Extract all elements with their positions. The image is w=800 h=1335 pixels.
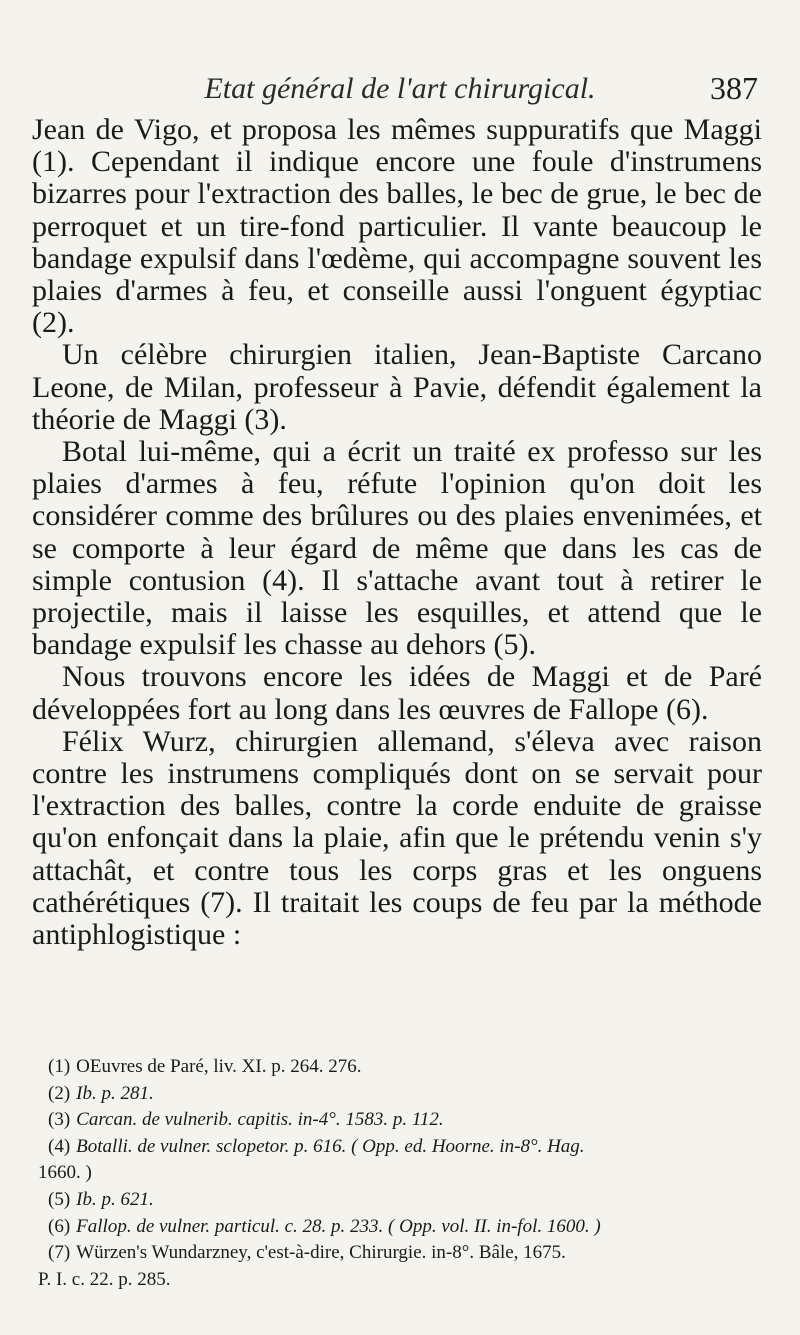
footnote xyxy=(32,1107,767,1134)
running-title: Etat général de l'art chirurgical. xyxy=(204,72,596,105)
footnote xyxy=(32,1240,767,1267)
footnote-text: Botalli. de vulner. sclopetor. p. 616. ( Opp. ed. Hoorne. in-8°. Hag. xyxy=(76,1135,585,1157)
footnote-continuation xyxy=(32,1267,767,1294)
footnote-continuation xyxy=(32,1160,767,1187)
footnote-number: (4) xyxy=(48,1135,71,1157)
paragraph: Nous trouvons encore les idées de Maggi et de Paré développées fort au long dans les œuvres de Fallope (6). xyxy=(32,660,762,726)
footnote-number: (3) xyxy=(48,1109,71,1131)
footnote-text: 1660. ) xyxy=(38,1162,92,1184)
footnote-text: Ib. p. 621. xyxy=(76,1188,154,1210)
footnote-text: P. I. c. 22. p. 285. xyxy=(38,1268,171,1290)
footnote xyxy=(32,1214,767,1241)
footnote xyxy=(32,1187,767,1214)
footnote-text: Würzen's Wundarzney, c'est-à-dire, Chirurgie. in-8°. Bâle, 1675. xyxy=(76,1242,566,1264)
footnote-number: (2) xyxy=(48,1082,71,1104)
footnote xyxy=(32,1081,767,1108)
paragraph: Botal lui-même, qui a écrit un traité ex professo sur les plaies d'armes à feu, réfute l'opinion qu'on doit les considérer comme des brûlures ou des plaies envenimées, et se comporte à leur égard de même que dans les cas de simple contusion (4). Il s'attache avant tout à retirer le projectile, mais il laisse les esquilles, et attend que le bandage expulsif les chasse au dehors (5). xyxy=(32,435,762,662)
footnote-number: (7) xyxy=(48,1242,71,1264)
footnote-text: Carcan. de vulnerib. capitis. in-4°. 1583. p. 112. xyxy=(76,1109,444,1131)
footnote-text: Ib. p. 281. xyxy=(76,1082,154,1104)
footnote-text: OEuvres de Paré, liv. XI. p. 264. 276. xyxy=(76,1056,362,1077)
paragraph: Jean de Vigo, et proposa les mêmes suppuratifs que Maggi (1). Cependant il indique encore une foule d'instrumens bizarres pour l'extraction des balles, le bec de grue, le bec de perroquet et un tire-fond particulier. Il vante beaucoup le bandage expulsif dans l'œdème, qui accompagne souvent les plaies d'armes à feu, et conseille aussi l'onguent égyptiac (2). xyxy=(32,113,762,340)
footnote-number: (1) xyxy=(48,1056,71,1077)
footnote-number: (5) xyxy=(48,1188,71,1210)
footnotes xyxy=(32,1054,767,1293)
paragraph: Un célèbre chirurgien italien, Jean-Baptiste Carcano Leone, de Milan, professeur à Pavie, défendit également la théorie de Maggi (3). xyxy=(32,338,762,436)
body-text xyxy=(32,114,762,951)
page-header xyxy=(0,68,800,118)
paragraph: Félix Wurz, chirurgien allemand, s'éleva avec raison contre les instrumens compliqués dont on se servait pour l'extraction des balles, contre la corde enduite de graisse qu'on enfonçait dans la plaie, afin que le prétendu venin s'y attachât, et contre tous les corps gras et les onguens cathérétiques (7). Il traitait les coups de feu par la méthode antiphlogistique : xyxy=(32,724,762,952)
page-number: 387 xyxy=(710,70,758,106)
footnote xyxy=(32,1134,767,1161)
footnote-text: Fallop. de vulner. particul. c. 28. p. 233. ( Opp. vol. II. in-fol. 1600. ) xyxy=(76,1215,601,1237)
footnote xyxy=(32,1054,767,1081)
footnote-number: (6) xyxy=(48,1215,71,1237)
